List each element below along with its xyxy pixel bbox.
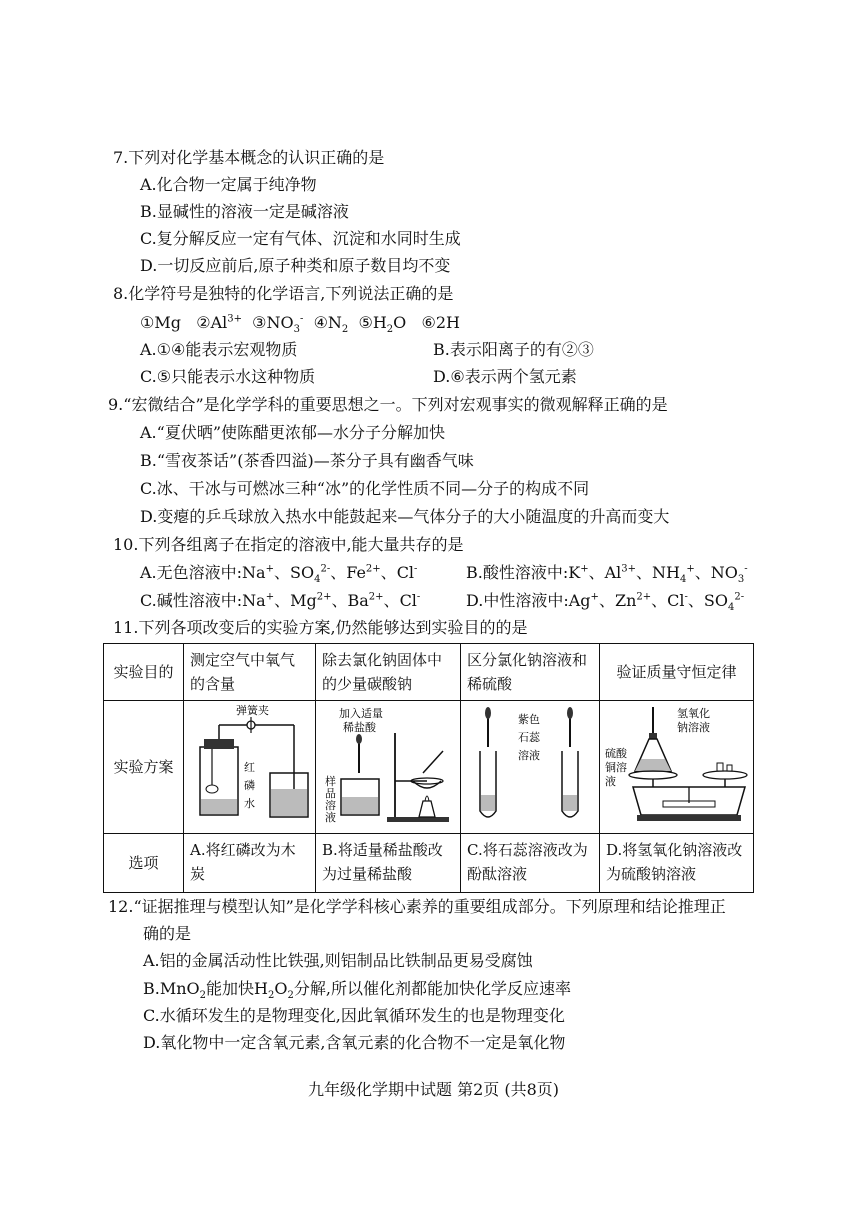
litmus-label-2: 石蕊 <box>518 731 540 744</box>
q11-experiment-table <box>103 643 754 893</box>
q9-option-a: A.“夏伏晒”使陈醋更浓郁—水分子分解加快 <box>140 423 446 442</box>
q10-option-a: A.无色溶液中:Na+、$SO_4^{2-}$、$Fe^{2+}$、Cl- <box>140 563 418 586</box>
page-footer: 九年级化学期中试题 第2页 (共8页) <box>307 1080 560 1099</box>
q8-option-b: B.表示阳离子的有②③ <box>433 340 594 359</box>
q7-option-c: C.复分解反应一定有气体、沉淀和水同时生成 <box>140 229 461 248</box>
option-d: D.将氢氧化钠溶液改为硫酸钠溶液 <box>600 834 754 893</box>
q10-option-b: B.酸性溶液中:K+、$Al^{3+}$、$NH_4^+$、$NO_3^-$ <box>466 563 748 586</box>
row-head-scheme: 实验方案 <box>104 701 184 834</box>
clamp-label: 弹簧夹 <box>235 704 269 717</box>
q8-stem: 8.化学符号是独特的化学语言,下列说法正确的是 <box>113 284 454 303</box>
q12-option-a: A.铝的金属活动性比铁强,则铝制品比铁制品更易受腐蚀 <box>143 951 533 970</box>
q12-stem-line1: 12.“证据推理与模型认知”是化学学科核心素养的重要组成部分。下列原理和结论推理正 <box>108 897 726 916</box>
option-c: C.将石蕊溶液改为酚酞溶液 <box>461 834 600 893</box>
purpose-d: 验证质量守恒定律 <box>600 644 754 701</box>
litmus-label-1: 紫色 <box>518 713 540 726</box>
evaporation-apparatus <box>319 703 457 831</box>
sample-label-3: 溶 <box>325 799 336 812</box>
q9-option-b: B.“雪夜茶话”(茶香四溢)—茶分子具有幽香气味 <box>140 451 474 470</box>
q8-option-a: A.①④能表示宏观物质 <box>140 340 298 359</box>
cuso4-label-3: 液 <box>604 775 616 788</box>
oxygen-measurement-apparatus <box>188 703 312 831</box>
q7-option-a: A.化合物一定属于纯净物 <box>140 175 317 194</box>
add-label-1: 加入适量 <box>339 707 383 720</box>
purpose-c: 区分氯化钠溶液和稀硫酸 <box>461 644 600 701</box>
q12-option-b: B.MnO$_2$能加快$H_2O_2$分解,所以催化剂都能加快化学反应速率 <box>143 979 571 1002</box>
purpose-b: 除去氯化钠固体中的少量碳酸钠 <box>316 644 461 701</box>
q12-option-d: D.氧化物中一定含氧元素,含氧元素的化合物不一定是氧化物 <box>143 1033 566 1052</box>
litmus-label-3: 溶液 <box>518 749 540 762</box>
naoh-label-2: 钠溶液 <box>676 721 710 734</box>
q7-option-b: B.显碱性的溶液一定是碱溶液 <box>140 202 349 221</box>
row-head-option: 选项 <box>104 834 184 893</box>
cuso4-label-1: 硫酸 <box>604 747 627 760</box>
q12-option-c: C.水循环发生的是物理变化,因此氧循环发生的也是物理变化 <box>143 1006 565 1025</box>
figure-b-cell <box>316 701 461 834</box>
purpose-a: 测定空气中氧气的含量 <box>184 644 316 701</box>
q12-stem-line2: 确的是 <box>143 924 192 943</box>
naoh-label-1: 氢氧化 <box>676 707 710 720</box>
q7-stem: 7.下列对化学基本概念的认识正确的是 <box>113 148 385 167</box>
q10-option-d: D.中性溶液中:Ag+、$Zn^{2+}$、Cl-、$SO_4^{2-}$ <box>466 591 745 614</box>
q7-option-d: D.一切反应前后,原子种类和原子数目均不变 <box>140 256 451 275</box>
q8-option-c: C.⑤只能表示水这种物质 <box>140 367 316 386</box>
figure-c-cell <box>461 701 600 834</box>
q9-option-d: D.变瘪的乒乓球放入热水中能鼓起来—气体分子的大小随温度的升高而变大 <box>140 507 670 526</box>
sample-label-1: 样 <box>325 775 336 788</box>
q11-stem: 11.下列各项改变后的实验方案,仍然能够达到实验目的的是 <box>113 618 528 637</box>
sample-label-2: 品 <box>325 787 336 800</box>
red-label: 红 <box>243 761 255 774</box>
q8-symbols: ①Mg $②Al^{3+}$ $③NO_3^-$ $④N_2$ $⑤H_2O$ ⑥2H <box>140 313 461 336</box>
figure-d-cell <box>600 701 754 834</box>
cuso4-label-2: 铜溶 <box>604 761 627 774</box>
q8-option-d: D.⑥表示两个氢元素 <box>433 367 577 386</box>
row-head-purpose: 实验目的 <box>104 644 184 701</box>
option-b: B.将适量稀盐酸改为过量稀盐酸 <box>316 834 461 893</box>
option-a: A.将红磷改为木炭 <box>184 834 316 893</box>
q10-option-c: C.碱性溶液中:Na+、$Mg^{2+}$、$Ba^{2+}$、Cl- <box>140 591 421 610</box>
water-label: 水 <box>243 797 255 810</box>
q9-stem: 9.“宏微结合”是化学学科的重要思想之一。下列对宏观事实的微观解释正确的是 <box>108 395 668 414</box>
sample-label-4: 液 <box>325 811 336 824</box>
phosphorus-label: 磷 <box>243 779 255 792</box>
q9-option-c: C.冰、干冰与可燃冰三种“冰”的化学性质不同—分子的构成不同 <box>140 479 590 498</box>
q10-stem: 10.下列各组离子在指定的溶液中,能大量共存的是 <box>113 535 464 554</box>
balance-apparatus <box>603 703 751 831</box>
add-label-2: 稀盐酸 <box>343 721 376 734</box>
test-tube-apparatus <box>464 703 596 831</box>
figure-a-cell <box>184 701 316 834</box>
